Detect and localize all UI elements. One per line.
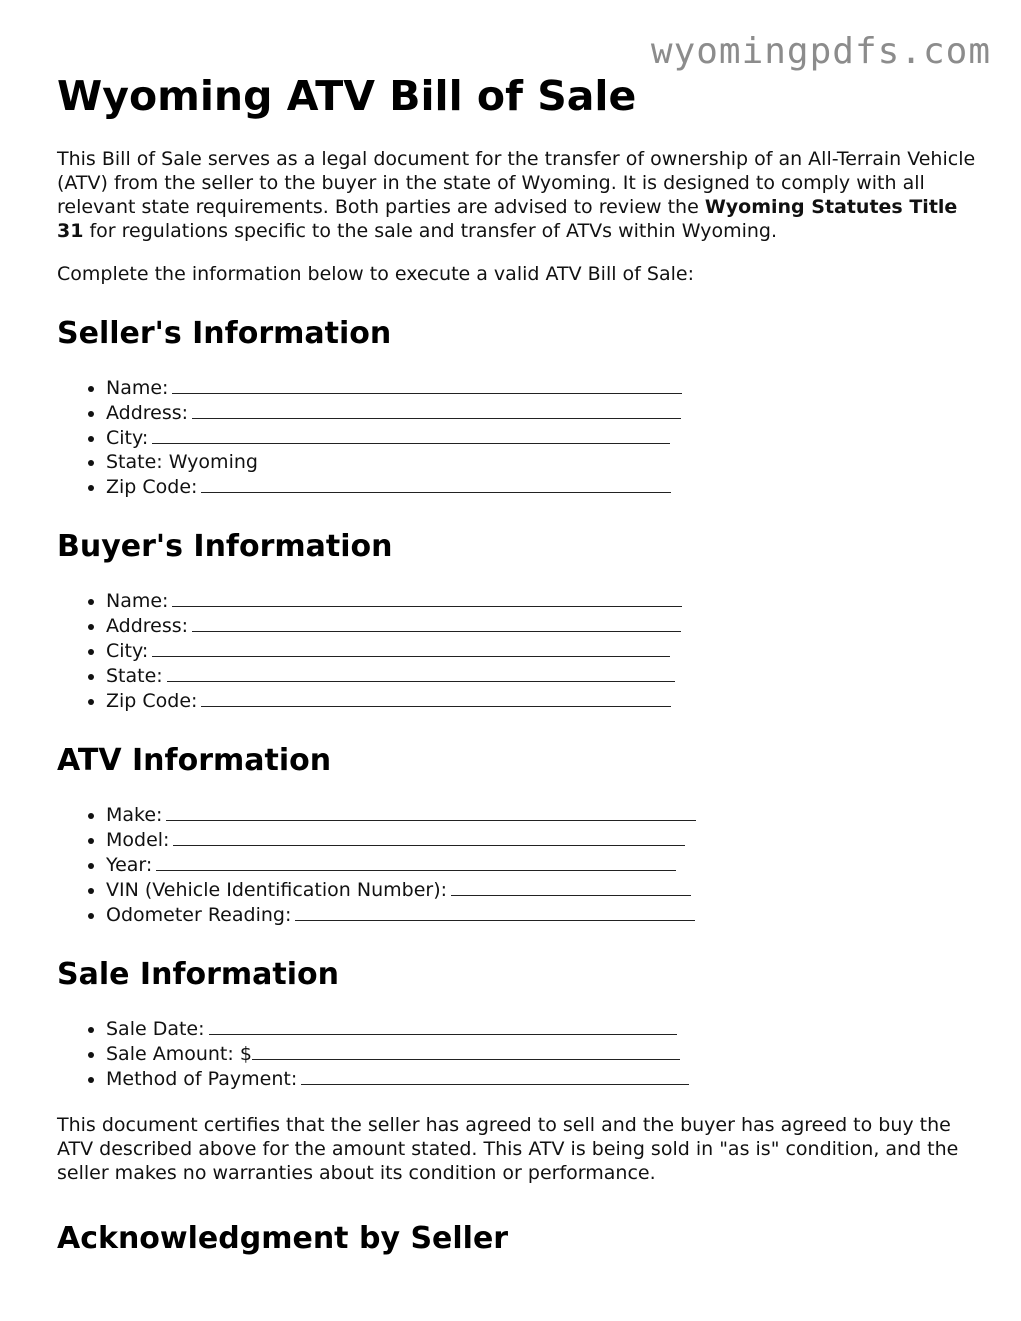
seller-city-field: • City:	[106, 425, 977, 450]
site-watermark: wyomingpdfs.com	[650, 31, 991, 72]
seller-state-field: • State: Wyoming	[106, 450, 977, 474]
seller-name-blank[interactable]	[172, 375, 682, 394]
atv-make-blank[interactable]	[166, 802, 696, 821]
buyer-heading: Buyer's Information	[57, 529, 393, 564]
seller-address-blank[interactable]	[192, 400, 681, 419]
atv-vin-field: • VIN (Vehicle Identification Number):	[106, 877, 977, 902]
intro-text-1: This Bill of Sale serves as a legal document for the transfer of ownership of an All-Terrain Vehicle (ATV) from the seller to the buyer in the state of Wyoming. It is designed to comply with all relevant state requirements. Both parties are advised to review the	[57, 148, 976, 218]
atv-year-field: • Year:	[106, 852, 977, 877]
document-page	[57, 72, 977, 1280]
sale-payment-blank[interactable]	[301, 1066, 689, 1085]
sale-date-field: • Sale Date:	[106, 1016, 977, 1041]
statute-reference: Wyoming Statutes Title 31	[57, 196, 958, 242]
atv-heading: ATV Information	[57, 743, 332, 778]
sale-payment-field: • Method of Payment:	[106, 1066, 977, 1091]
sale-date-blank[interactable]	[209, 1016, 677, 1035]
atv-model-field: • Model:	[106, 827, 977, 852]
atv-odometer-blank[interactable]	[295, 902, 695, 921]
intro-paragraph	[57, 147, 977, 243]
atv-year-blank[interactable]	[156, 852, 676, 871]
certification-paragraph: This document certifies that the seller has agreed to sell and the buyer has agreed to buy the ATV described above for the amount stated. This ATV is being sold in "as is" condition, and the seller makes no warranties about its condition or performance.	[57, 1114, 959, 1184]
buyer-fields	[57, 588, 977, 713]
buyer-state-field: • State:	[106, 663, 977, 688]
acknowledgment-heading: Acknowledgment by Seller	[57, 1221, 509, 1256]
buyer-state-blank[interactable]	[167, 663, 675, 682]
sale-fields	[57, 1016, 977, 1091]
sale-amount-blank[interactable]	[252, 1041, 680, 1060]
sale-amount-field: • Sale Amount: $	[106, 1041, 977, 1066]
atv-fields	[57, 802, 977, 927]
intro-text-2: for regulations specific to the sale and transfer of ATVs within Wyoming.	[83, 220, 778, 242]
atv-vin-blank[interactable]	[451, 877, 691, 896]
buyer-address-blank[interactable]	[192, 613, 681, 632]
atv-odometer-field: • Odometer Reading:	[106, 902, 977, 927]
atv-model-blank[interactable]	[173, 827, 685, 846]
atv-make-field: • Make:	[106, 802, 977, 827]
buyer-address-field: • Address:	[106, 613, 977, 638]
seller-zip-field: • Zip Code:	[106, 474, 977, 499]
seller-heading: Seller's Information	[57, 316, 392, 351]
sale-heading: Sale Information	[57, 957, 339, 992]
buyer-city-field: • City:	[106, 638, 977, 663]
buyer-name-field: • Name:	[106, 588, 977, 613]
seller-name-field: • Name:	[106, 375, 977, 400]
instruction-text: Complete the information below to execute a valid ATV Bill of Sale:	[57, 263, 694, 285]
buyer-zip-field: • Zip Code:	[106, 688, 977, 713]
buyer-city-blank[interactable]	[152, 638, 670, 657]
seller-address-field: • Address:	[106, 400, 977, 425]
buyer-zip-blank[interactable]	[201, 688, 671, 707]
seller-city-blank[interactable]	[152, 425, 670, 444]
seller-fields	[57, 375, 977, 499]
seller-zip-blank[interactable]	[201, 474, 671, 493]
page-title: Wyoming ATV Bill of Sale	[57, 72, 637, 120]
buyer-name-blank[interactable]	[172, 588, 682, 607]
